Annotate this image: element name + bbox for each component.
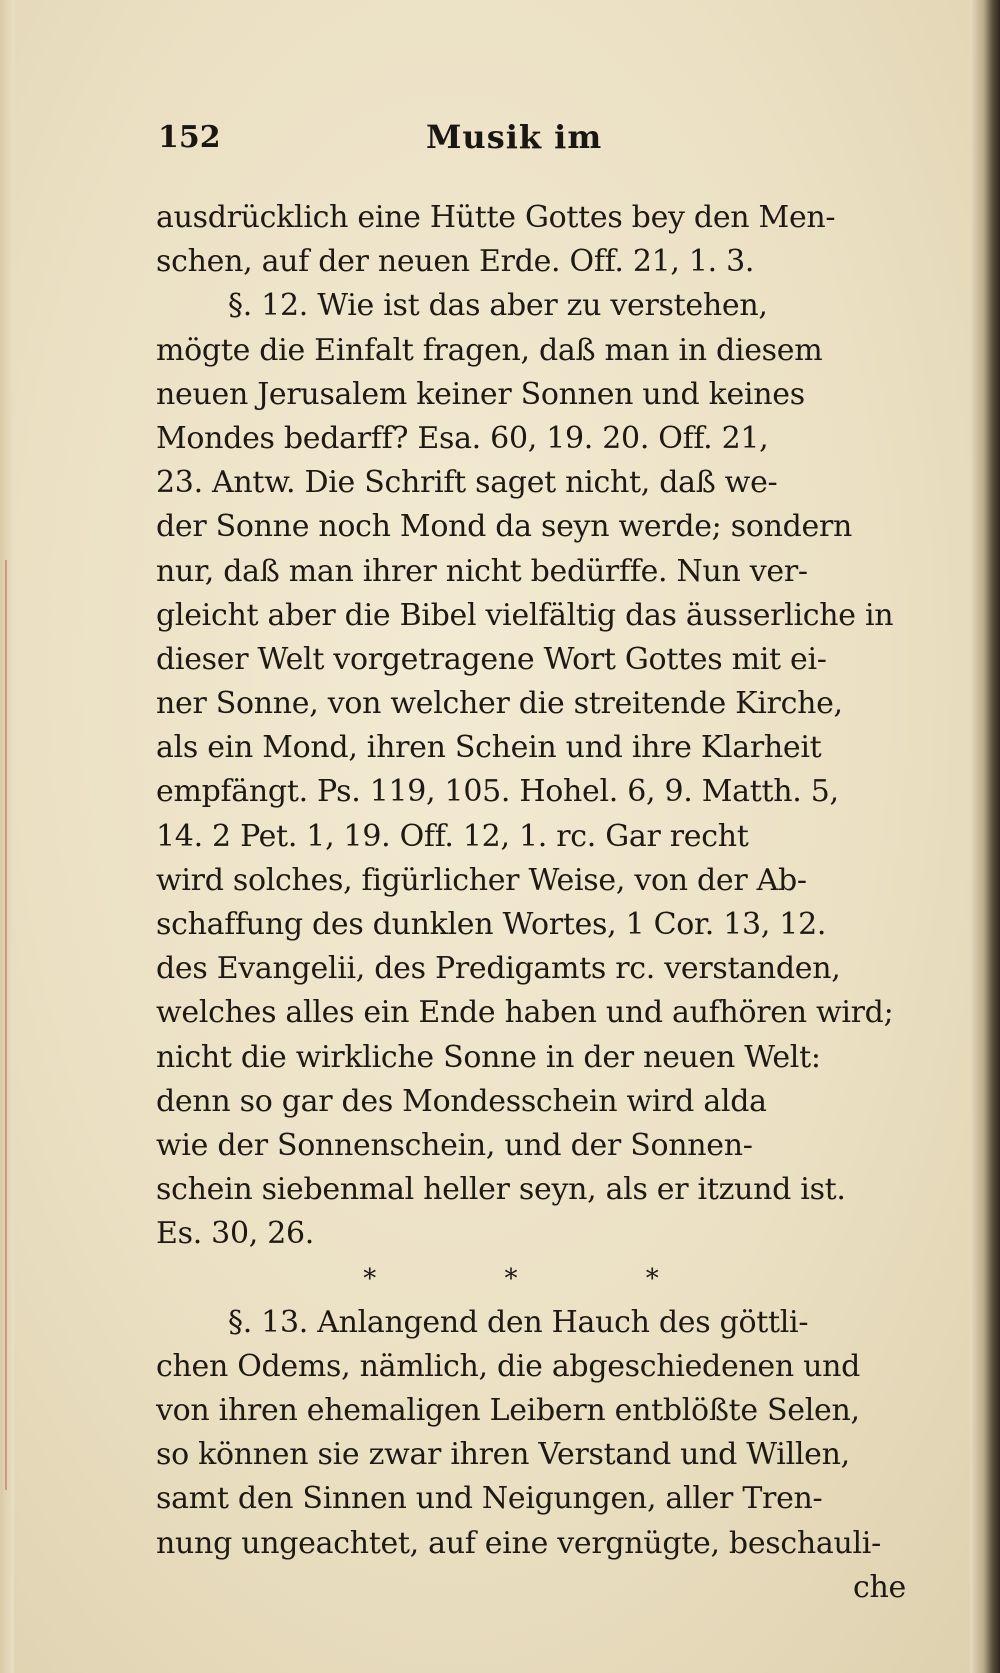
book-gutter-shadow — [970, 0, 1000, 1673]
running-head: Musik im — [426, 118, 603, 156]
text-line: wird solches, figürlicher Weise, von der Ab- — [156, 862, 807, 898]
asterism-separator: * * * — [363, 1263, 719, 1294]
text-line: nung ungeachtet, auf eine vergnügte, beschauli- — [156, 1525, 881, 1561]
text-line: des Evangelii, des Predigamts rc. verstanden, — [156, 951, 841, 987]
text-line: wie der Sonnenschein, und der Sonnen- — [156, 1127, 753, 1163]
text-line: denn so gar des Mondesschein wird alda — [156, 1083, 767, 1119]
text-line: schaffung des dunklen Wortes, 1 Cor. 13, 12. — [156, 907, 827, 942]
text-line: Es. 30, 26. — [156, 1216, 315, 1252]
text-line: so können sie zwar ihren Verstand und Willen, — [156, 1437, 850, 1473]
text-line: 23. Antw. Die Schrift saget nicht, daß we- — [156, 465, 778, 501]
catchword: che — [853, 1569, 906, 1605]
text-line: ner Sonne, von welcher die streitende Kirche, — [156, 686, 843, 722]
text-line: der Sonne noch Mond da seyn werde; sondern — [156, 509, 853, 545]
text-line: gleicht aber die Bibel vielfältig das äusserliche in — [156, 597, 894, 633]
text-line: dieser Welt vorgetragene Wort Gottes mit ei- — [156, 641, 827, 677]
paragraph-12-start: §. 12. Wie ist das aber zu verstehen, — [228, 288, 768, 324]
text-line: schen, auf der neuen Erde. Off. 21, 1. 3. — [156, 244, 755, 280]
text-line: chen Odems, nämlich, die abgeschiedenen und — [156, 1348, 861, 1384]
paragraph-13-start: §. 13. Anlangend den Hauch des göttli- — [228, 1304, 809, 1340]
text-line: nur, daß man ihrer nicht bedürffe. Nun ver- — [156, 553, 808, 589]
text-line: welches alles ein Ende haben und aufhören wird; — [156, 995, 894, 1031]
text-line: samt den Sinnen und Neigungen, aller Tren- — [156, 1481, 823, 1517]
text-line: mögte die Einfalt fragen, daß man in diesem — [156, 332, 823, 368]
page-number: 152 — [158, 120, 221, 155]
text-line: 14. 2 Pet. 1, 19. Off. 12, 1. rc. Gar recht — [156, 818, 749, 854]
text-line: neuen Jerusalem keiner Sonnen und keines — [156, 376, 805, 412]
page-header — [158, 118, 798, 168]
body-text — [156, 196, 906, 1610]
text-line: nicht die wirkliche Sonne in der neuen Welt: — [156, 1039, 821, 1075]
red-edge-mark — [5, 560, 7, 1490]
text-line: als ein Mond, ihren Schein und ihre Klarheit — [156, 730, 822, 766]
text-line: schein siebenmal heller seyn, als er itzund ist. — [156, 1172, 846, 1208]
text-line: ausdrücklich eine Hütte Gottes bey den Men- — [156, 200, 836, 235]
text-line: von ihren ehemaligen Leibern entblößte Selen, — [156, 1393, 860, 1429]
page-left-edge — [0, 0, 14, 1673]
text-line: empfängt. Ps. 119, 105. Hohel. 6, 9. Matth. 5, — [156, 774, 839, 810]
text-line: Mondes bedarff? Esa. 60, 19. 20. Off. 21, — [156, 420, 769, 456]
